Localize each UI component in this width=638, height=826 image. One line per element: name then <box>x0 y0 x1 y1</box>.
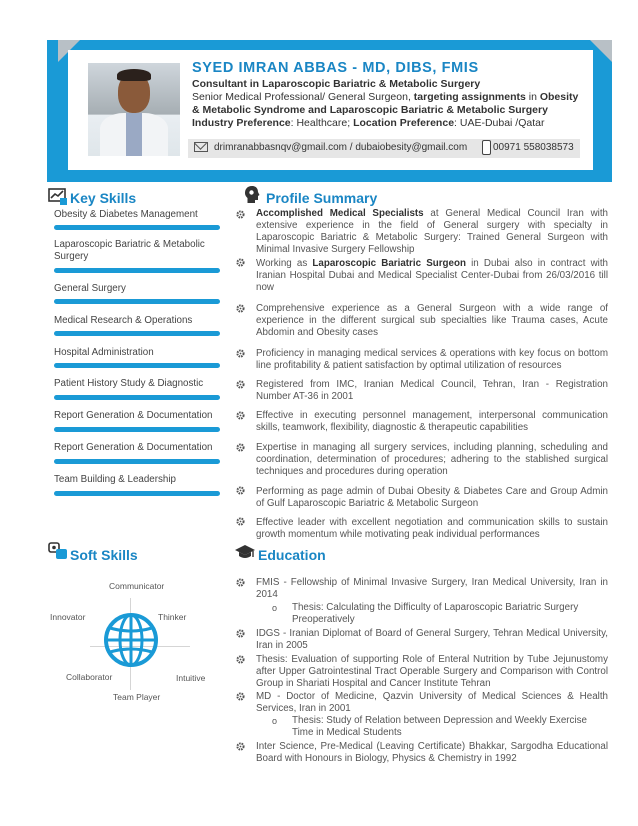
gear-bullet-icon <box>236 349 245 358</box>
email-address[interactable]: drimranabbasnqv@gmail.com / dubaiobesity@gmail.com <box>214 142 468 153</box>
skill-bar <box>54 268 220 273</box>
skill-bar <box>54 225 220 230</box>
soft-skill-communicator: Communicator <box>109 581 165 591</box>
phone-number[interactable]: 00971 558038573 <box>493 142 574 153</box>
education-thesis: Thesis: Calculating the Difficulty of Laparoscopic Bariatric Surgery Preoperatively <box>292 602 579 625</box>
skill-bar <box>54 331 220 336</box>
gear-bullet-icon <box>236 411 245 420</box>
preference-line: Industry Preference: Healthcare; Location Preference: UAE-Dubai /Qatar <box>192 117 545 129</box>
education-item: Thesis: Evaluation of supporting Role of Enteral Nutrition by Tube Jejunustomy after Upper Gatrointestinal Tract Operable Surgery and Comparison with Control Group in Shariati Hospital and Cancer Institute Tehran <box>256 654 608 689</box>
skill-item: Hospital Administration <box>54 347 154 358</box>
profile-item: Proficiency in managing medical services & operations with key focus on bottom line profitability & patient satisfaction by optimal utilization of resources <box>256 348 608 371</box>
profile-photo <box>88 63 180 156</box>
gear-bullet-icon <box>236 517 245 526</box>
education-item: Inter Science, Pre-Medical (Leaving Certificate) Bhakkar, Sargodha Educational Board with Honours in Biology, Physics & Chemistry in 1992 <box>256 741 608 764</box>
skill-bar <box>54 491 220 496</box>
skill-bar <box>54 363 220 368</box>
gear-bullet-icon <box>236 304 245 313</box>
skill-item: Report Generation & Documentation <box>54 410 213 421</box>
gear-bullet-icon <box>236 629 245 638</box>
gear-bullet-icon <box>236 210 245 219</box>
phone-icon <box>482 140 491 155</box>
soft-skill-thinker: Thinker <box>158 612 187 622</box>
gear-bullet-icon <box>236 258 245 267</box>
skills-chart-icon <box>48 188 68 206</box>
skill-item: Team Building & Leadership <box>54 474 176 485</box>
skill-item: General Surgery <box>54 283 126 294</box>
profile-item: Comprehensive experience as a General Surgeon with a wide range of experience in the different surgical sub specialties like Trauma cases, Acute Abdomin and Obesity cases <box>256 303 608 338</box>
gear-bullet-icon <box>236 742 245 751</box>
profile-item: Accomplished Medical Specialists at General Medical Council Iran with extensive experience in the field of General surgery with specialty in Laparoscopic Bariatric & Metabolic Surgery: Trained General Surgeon with Minimal Invasive Surgery Fellowship <box>256 208 608 255</box>
key-skills-heading: Key Skills <box>70 190 137 206</box>
skill-item: Patient History Study & Diagnostic <box>54 378 204 389</box>
profile-item: Effective leader with excellent negotiation and communication skills to sustain growth momentum while motivating peak individual performances <box>256 517 608 540</box>
sub-bullet-icon: o <box>272 603 278 613</box>
target-line-2: & Metabolic Syndrome and Laparoscopic Bariatric & Metabolic Surgery <box>192 104 548 116</box>
gear-bullet-icon <box>236 655 245 664</box>
education-thesis: Thesis: Study of Relation between Depression and Weekly Exercise Time in Medical Students <box>292 715 587 738</box>
envelope-icon <box>194 142 208 152</box>
profile-item: Effective in executing personnel management, interpersonal communication skills, teamwork, flexibility, diagnostic & therapeutic capabilities <box>256 410 608 433</box>
soft-skills-heading: Soft Skills <box>70 547 138 563</box>
soft-skill-innovator: Innovator <box>50 612 86 622</box>
gear-bullet-icon <box>236 692 245 701</box>
skill-bar <box>54 299 220 304</box>
soft-skills-icon <box>48 542 68 560</box>
gear-bullet-icon <box>236 380 245 389</box>
education-heading: Education <box>258 547 326 563</box>
education-item: IDGS - Iranian Diplomat of Board of General Surgery, Tehran Medical University, Iran in 2005 <box>256 628 608 651</box>
candidate-title: Consultant in Laparoscopic Bariatric & Metabolic Surgery <box>192 78 481 90</box>
soft-skill-intuitive: Intuitive <box>176 673 206 683</box>
profile-item: Performing as page admin of Dubai Obesity & Diabetes Care and Group Admin of Gulf Laparoscopic Bariatric & Metabolic Surgeon <box>256 486 608 509</box>
soft-skill-team-player: Team Player <box>113 692 161 702</box>
skill-bar <box>54 427 220 432</box>
profile-item: Expertise in managing all surgery services, including planning, scheduling and coordination, determination of procedures; adhering to the stablished surgical techniques and procedures during operation <box>256 442 608 477</box>
skill-item: Report Generation & Documentation <box>54 442 213 453</box>
skill-bar <box>54 459 220 464</box>
soft-skill-collaborator: Collaborator <box>66 672 113 682</box>
skill-item: Obesity & Diabetes Management <box>54 209 198 220</box>
target-line: Senior Medical Professional/ General Surgeon, targeting assignments in Obesity <box>192 91 579 103</box>
profile-summary-heading: Profile Summary <box>266 190 378 206</box>
education-item: FMIS - Fellowship of Minimal Invasive Surgery, Iran Medical University, Iran in 2014 <box>256 577 608 600</box>
profile-item: Registered from IMC, Iranian Medical Council, Tehran, Iran - Registration Number AT-36 in 2001 <box>256 379 608 402</box>
gear-bullet-icon <box>236 443 245 452</box>
profile-item: Working as Laparoscopic Bariatric Surgeon in Dubai also in contract with Iranian Hospital Dubai and Medical Specialist Center-Dubai from 26/03/2016 till now <box>256 258 608 293</box>
head-idea-icon <box>244 185 260 204</box>
education-item: MD - Doctor of Medicine, Qazvin University of Medical Sciences & Health Services, Iran in 2001 <box>256 691 608 714</box>
gear-bullet-icon <box>236 578 245 587</box>
candidate-name: SYED IMRAN ABBAS - MD, DIBS, FMIS <box>192 60 479 76</box>
graduation-cap-icon <box>234 544 256 560</box>
skill-item: Laparoscopic Bariatric & Metabolic Surgery <box>54 239 205 262</box>
gear-bullet-icon <box>236 486 245 495</box>
sub-bullet-icon: o <box>272 716 278 726</box>
skill-item: Medical Research & Operations <box>54 315 193 326</box>
skill-bar <box>54 395 220 400</box>
globe-icon <box>103 612 159 668</box>
